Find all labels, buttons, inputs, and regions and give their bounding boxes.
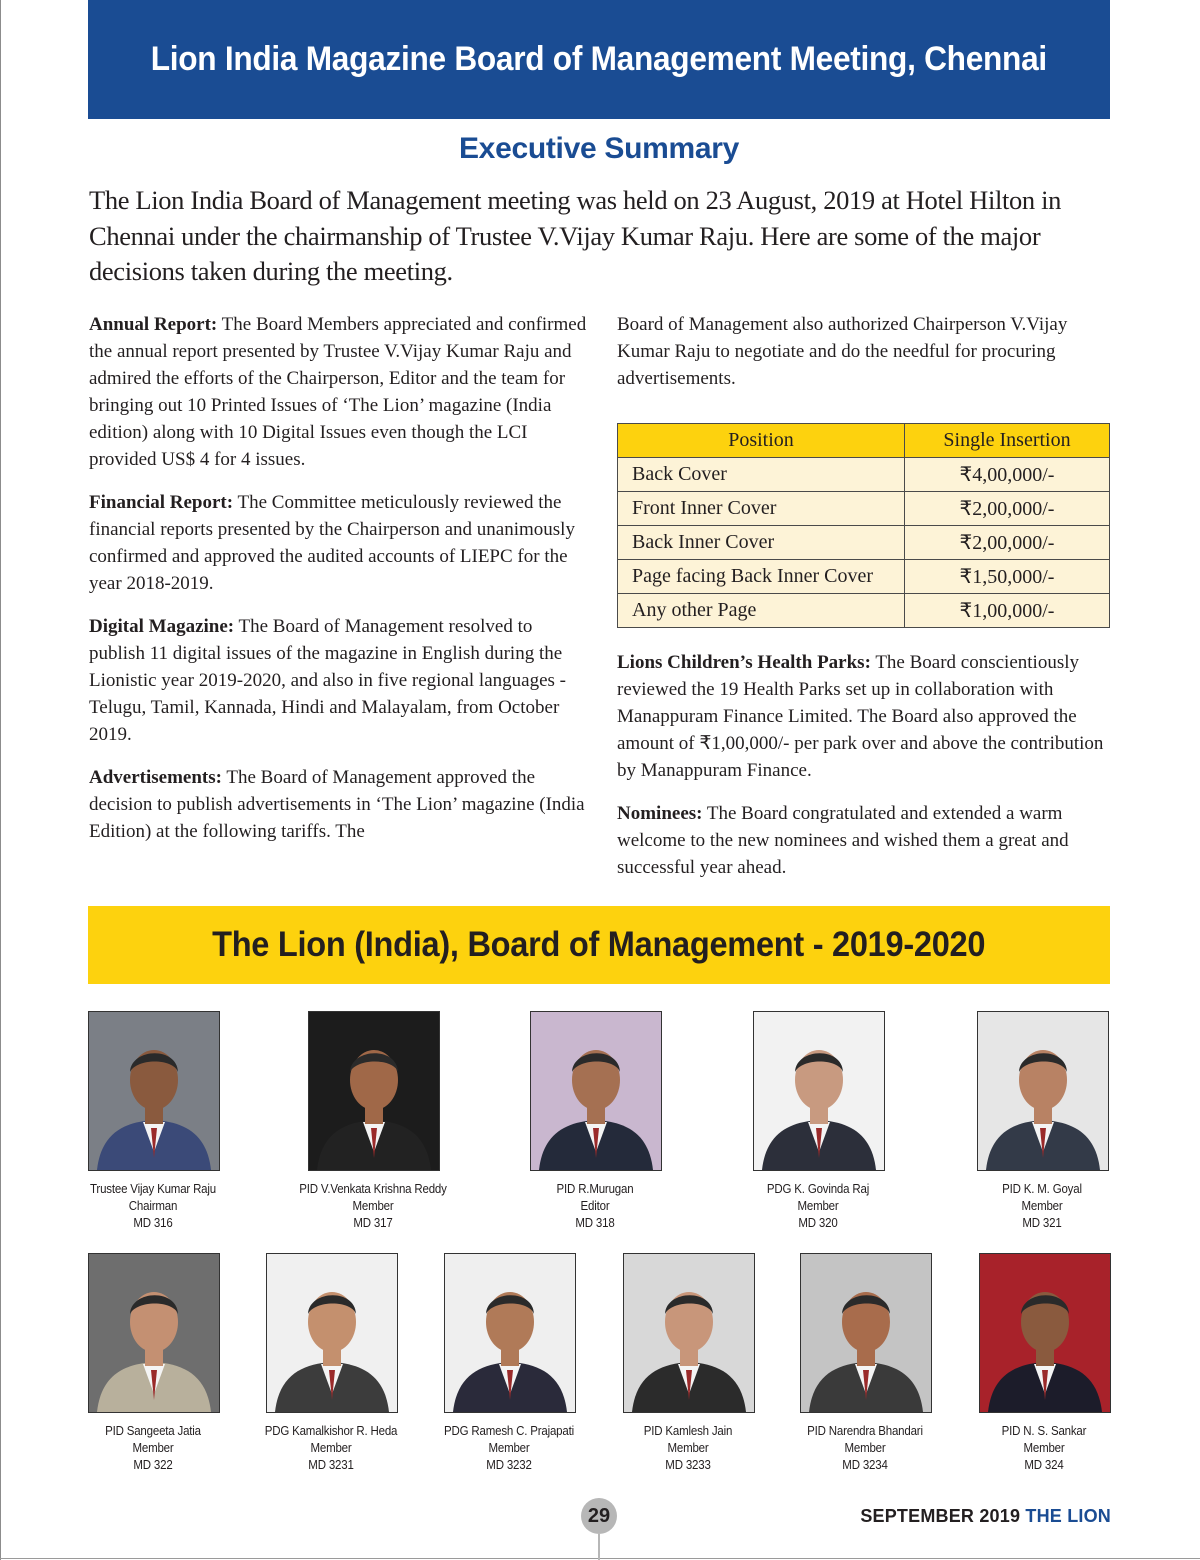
member-name: PID Sangeeta Jatia <box>105 1424 201 1438</box>
tariff-price-cell: ₹4,00,000/- <box>905 458 1110 492</box>
page-title: Lion India Magazine Board of Management Meeting, Chennai <box>150 40 1048 78</box>
member-district: MD 3234 <box>842 1458 888 1472</box>
member-photo <box>266 1253 398 1413</box>
advertisements-text: The Board of Management approved the decision to publish advertisements in ‘The Lion’ magazine (India Edition) at the following tariffs. The <box>89 767 585 842</box>
member-district: MD 3231 <box>308 1458 354 1472</box>
member-photo <box>977 1011 1109 1171</box>
annual-report-label: Annual Report: <box>89 314 218 335</box>
member-photo <box>530 1011 662 1171</box>
digital-magazine-text: The Board of Management resolved to publish 11 digital issues of the magazine in English during the Lionistic year 2019-2020, and also in five regional languages - Telugu, Tamil, Kannada, Hindi and Malayalam, from October 2019. <box>89 616 566 745</box>
member-name: PDG Ramesh C. Prajapati <box>443 1424 574 1438</box>
left-column <box>89 311 589 861</box>
table-row <box>618 458 1110 492</box>
member-role: Editor <box>580 1199 610 1213</box>
member-district: MD 317 <box>353 1216 393 1230</box>
health-parks-text: The Board conscientiously reviewed the 19 Health Parks set up in collaboration with Manappuram Finance Limited. The Board also approved the amount of ₹1,00,000/- per park over and above the contribution by Manappuram Finance. <box>617 652 1104 781</box>
executive-summary-heading: Executive Summary <box>458 132 740 165</box>
member-district: MD 3233 <box>665 1458 711 1472</box>
member-name: PDG Kamalkishor R. Heda <box>264 1424 398 1438</box>
tariff-position-cell: Page facing Back Inner Cover <box>618 560 905 594</box>
member-photo <box>444 1253 576 1413</box>
member-name: PDG K. Govinda Raj <box>766 1182 870 1196</box>
annual-report-text: The Board Members appreciated and confirmed the annual report presented by Trustee V.Vijay Kumar Raju and admired the efforts of the Chairperson, Editor and the team for bringing out 10 Printed Issues of ‘The Lion’ magazine (India edition) along with 10 Digital Issues even though the LCI provided US$ 4 for 4 issues. <box>89 314 587 470</box>
nominees-paragraph <box>617 800 1117 881</box>
member-role: Member <box>1021 1199 1063 1213</box>
member-caption <box>726 1181 910 1232</box>
member-photo <box>800 1253 932 1413</box>
member-role: Member <box>132 1441 174 1455</box>
table-row <box>618 526 1110 560</box>
member-name: PID R.Murugan <box>556 1182 634 1196</box>
advertisements-continued: Board of Management also authorized Chairperson V.Vijay Kumar Raju to negotiate and do the needful for procuring advertisements. <box>617 314 1068 389</box>
member-caption <box>61 1181 245 1232</box>
right-column-bottom <box>617 649 1117 897</box>
nominees-label: Nominees: <box>617 803 703 824</box>
member-district: MD 321 <box>1022 1216 1062 1230</box>
digital-magazine-paragraph <box>89 613 589 748</box>
member-name: PID V.Venkata Krishna Reddy <box>299 1182 447 1196</box>
member-role: Chairman <box>128 1199 178 1213</box>
member-role: Member <box>310 1441 352 1455</box>
member-caption <box>61 1423 245 1474</box>
digital-magazine-label: Digital Magazine: <box>89 616 235 637</box>
tariff-header-price: Single Insertion <box>905 424 1110 458</box>
page-border-bottom <box>0 1558 1200 1559</box>
member-caption <box>503 1181 687 1232</box>
tariff-price-cell: ₹1,00,000/- <box>905 594 1110 628</box>
executive-summary-intro: The Lion India Board of Management meeting was held on 23 August, 2019 at Hotel Hilton in Chennai under the chairmanship of Trustee V.Vijay Kumar Raju. Here are some of the major decisions taken during the meeting. <box>89 185 1061 286</box>
advertisements-paragraph <box>89 764 589 845</box>
tariff-price-cell: ₹2,00,000/- <box>905 526 1110 560</box>
member-role: Member <box>1023 1441 1065 1455</box>
annual-report-paragraph <box>89 311 589 473</box>
tariff-position-cell: Back Cover <box>618 458 905 492</box>
financial-report-text: The Committee meticulously reviewed the financial reports presented by the Chairperson and unanimously confirmed and approved the audited accounts of LIEPC for the year 2018-2019. <box>89 492 575 594</box>
member-photo <box>623 1253 755 1413</box>
tariff-position-cell: Any other Page <box>618 594 905 628</box>
member-photo <box>88 1253 220 1413</box>
advertisements-label: Advertisements: <box>89 767 222 788</box>
member-photo <box>979 1253 1111 1413</box>
footer-issue <box>860 1506 1111 1527</box>
table-row <box>618 492 1110 526</box>
financial-report-label: Financial Report: <box>89 492 234 513</box>
member-district: MD 322 <box>133 1458 173 1472</box>
page-border-left <box>0 0 1 1560</box>
page-number: 29 <box>581 1498 617 1534</box>
tariff-position-cell: Back Inner Cover <box>618 526 905 560</box>
member-name: Trustee Vijay Kumar Raju <box>90 1182 216 1196</box>
member-caption <box>596 1423 780 1474</box>
member-district: MD 3232 <box>486 1458 532 1472</box>
member-name: PID Kamlesh Jain <box>643 1424 733 1438</box>
tariff-header-position: Position <box>618 424 905 458</box>
member-role: Member <box>488 1441 530 1455</box>
member-photo <box>308 1011 440 1171</box>
member-district: MD 316 <box>133 1216 173 1230</box>
member-name: PID K. M. Goyal <box>1002 1182 1082 1196</box>
footer-issue-date: SEPTEMBER 2019 <box>860 1506 1021 1526</box>
member-caption <box>239 1423 423 1474</box>
header-banner <box>88 0 1110 119</box>
member-role: Member <box>667 1441 709 1455</box>
member-caption <box>417 1423 601 1474</box>
member-name: PID N. S. Sankar <box>1001 1424 1087 1438</box>
board-banner <box>88 906 1110 984</box>
tariff-position-cell: Front Inner Cover <box>618 492 905 526</box>
member-caption <box>773 1423 957 1474</box>
table-row <box>618 560 1110 594</box>
tariff-price-cell: ₹2,00,000/- <box>905 492 1110 526</box>
financial-report-paragraph <box>89 489 589 597</box>
member-caption <box>952 1423 1136 1474</box>
tariff-table <box>617 423 1110 628</box>
nominees-text: The Board congratulated and extended a warm welcome to the new nominees and wished them a great and successful year ahead. <box>617 803 1069 878</box>
member-photo <box>88 1011 220 1171</box>
member-role: Member <box>797 1199 839 1213</box>
member-photo <box>753 1011 885 1171</box>
member-role: Member <box>352 1199 394 1213</box>
member-district: MD 324 <box>1024 1458 1064 1472</box>
right-column-top <box>617 311 1117 408</box>
member-caption <box>950 1181 1134 1232</box>
member-district: MD 320 <box>798 1216 838 1230</box>
board-title: The Lion (India), Board of Management - 2019-2020 <box>212 925 986 964</box>
member-caption <box>281 1181 465 1232</box>
health-parks-paragraph <box>617 649 1117 784</box>
member-role: Member <box>844 1441 886 1455</box>
table-row <box>618 594 1110 628</box>
member-name: PID Narendra Bhandari <box>807 1424 923 1438</box>
footer-brand: THE LION <box>1025 1506 1111 1526</box>
page-number-stem <box>598 1534 600 1560</box>
tariff-header-row <box>618 424 1110 458</box>
tariff-price-cell: ₹1,50,000/- <box>905 560 1110 594</box>
health-parks-label: Lions Children’s Health Parks: <box>617 652 871 673</box>
member-district: MD 318 <box>575 1216 615 1230</box>
